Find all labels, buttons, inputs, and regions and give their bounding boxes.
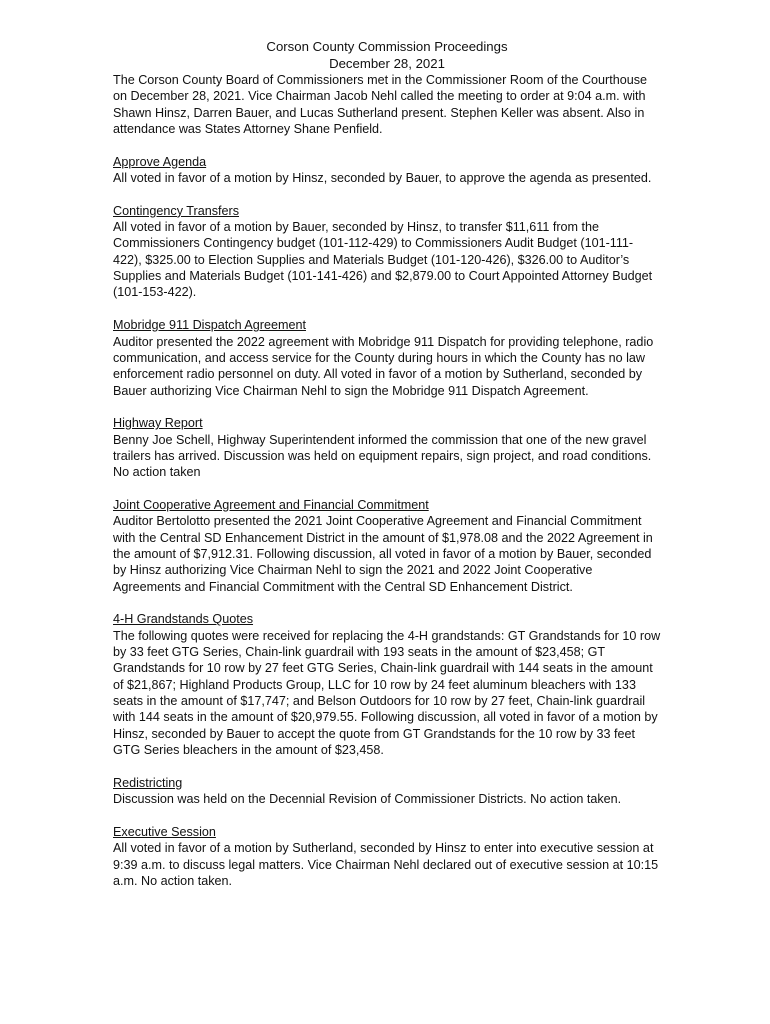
section-heading: Mobridge 911 Dispatch Agreement [113, 318, 306, 333]
section-heading: Redistricting [113, 775, 183, 790]
section-heading: Contingency Transfers [113, 203, 239, 218]
section-highway-report [113, 415, 661, 480]
section-approve-agenda [113, 154, 661, 187]
section-heading: Executive Session [113, 824, 216, 839]
section-contingency-transfers [113, 203, 661, 301]
section-redistricting [113, 775, 661, 808]
section-heading: Approve Agenda [113, 154, 207, 169]
section-heading: 4-H Grandstands Quotes [113, 612, 254, 627]
intro-paragraph: The Corson County Board of Commissioners met in the Commissioner Room of the Courthouse on December 28, 2021. Vice Chairman Jacob Nehl called the meeting to order at 9:04 a.m. with Shawn Hinsz, Darren Bauer, and Lucas Sutherland present. Stephen Keller was absent. Also in attendance was States Attorney Shane Penfield. [113, 73, 648, 137]
section-body: All voted in favor of a motion by Hinsz, seconded by Bauer, to approve the agenda as presented. [113, 171, 652, 186]
document-title: Corson County Commission Proceedings [266, 39, 508, 54]
section-body: Auditor Bertolotto presented the 2021 Joint Cooperative Agreement and Financial Commitment with the Central SD Enhancement District in the amount of $1,978.08 and the 2022 Agreement in the amount of $7,912.31. Following discussion, all voted in favor of a motion by Bauer, seconded by Hinsz authorizing Vice Chairman Nehl to sign the 2021 and 2022 Joint Cooperative Agreements and Financial Commitment with the Central SD Enhancement District. [113, 514, 653, 594]
section-mobridge-911 [113, 317, 661, 399]
section-executive-session [113, 824, 661, 889]
document-page [113, 39, 661, 889]
section-body: All voted in favor of a motion by Bauer, seconded by Hinsz, to transfer $11,611 from the Commissioners Contingency budget (101-112-429) to Commissioners Audit Budget (101-111-422), $325.00 to Election Supplies and Materials Budget (101-120-426), $326.00 to Auditor’s Supplies and Materials Budget (101-141-426) and $2,879.00 to Court Appointed Attorney Budget (101-153-422). [113, 220, 653, 300]
section-body: The following quotes were received for replacing the 4-H grandstands: GT Grandstands for 10 row by 33 feet GTG Series, Chain-link guardrail with 193 seats in the amount of $23,458; GT Grandstands for 10 row by 27 feet GTG Series, Chain-link guardrail with 144 seats in the amount of $21,867; Highland Products Group, LLC for 10 row by 24 feet aluminum bleachers with 133 seats in the amount of $17,747; and Belson Outdoors for 10 row by 27 feet, Chain-link guardrail with 144 seats in the amount of $20,979.55. Following discussion, all voted in favor of a motion by Hinsz, seconded by Bauer to accept the quote from GT Grandstands for the 10 row by 33 feet GTG Series bleachers in the amount of $23,458. [113, 628, 661, 758]
section-body: Benny Joe Schell, Highway Superintendent informed the commission that one of the new gravel trailers has arrived. Discussion was held on equipment repairs, sign project, and road conditions. No action taken [113, 432, 652, 480]
section-body: All voted in favor of a motion by Sutherland, seconded by Hinsz to enter into executive session at 9:39 a.m. to discuss legal matters. Vice Chairman Nehl declared out of executive session at 10:15 a.m. No action taken. [113, 841, 659, 888]
section-body: Discussion was held on the Decennial Revision of Commissioner Districts. No action taken. [113, 792, 622, 807]
section-heading: Highway Report [113, 416, 203, 431]
document-date: December 28, 2021 [329, 55, 445, 71]
section-joint-cooperative [113, 497, 661, 595]
section-grandstands-quotes [113, 611, 661, 758]
section-heading: Joint Cooperative Agreement and Financial Commitment [113, 497, 429, 512]
section-body: Auditor presented the 2022 agreement with Mobridge 911 Dispatch for providing telephone, radio communication, and access service for the County during hours in which the County has no law enforcement radio personnel on duty. All voted in favor of a motion by Sutherland, seconded by Bauer authorizing Vice Chairman Nehl to sign the Mobridge 911 Dispatch Agreement. [113, 334, 654, 398]
